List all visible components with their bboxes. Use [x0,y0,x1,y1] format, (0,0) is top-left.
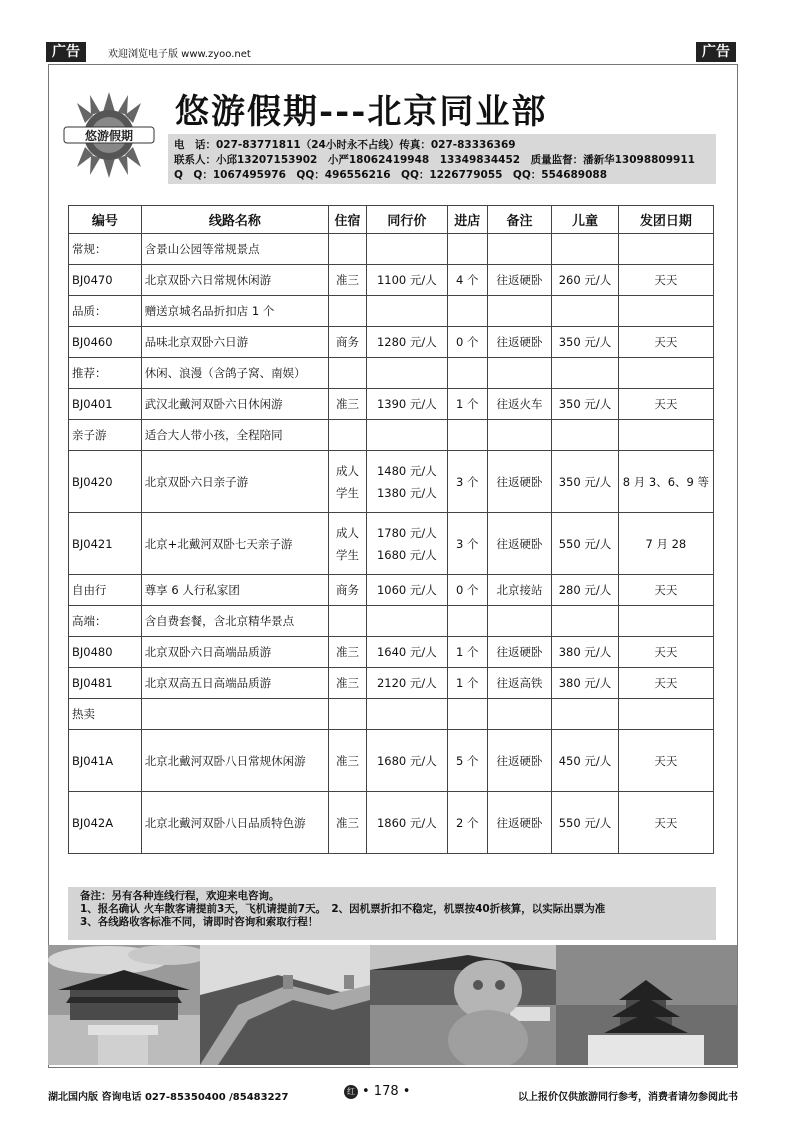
header-date: 发团日期 [618,206,713,234]
empty-cell [552,420,619,451]
category-desc: 含景山公园等常规景点 [141,234,328,265]
route-code: BJ0480 [69,637,142,668]
table-row [69,389,714,420]
shop-count: 0 个 [447,575,487,606]
stay-value: 准三 [335,397,359,411]
empty-cell [552,296,619,327]
category-desc: 含自费套餐，含北京精华景点 [141,606,328,637]
header-child: 儿童 [552,206,619,234]
category-desc [141,699,328,730]
empty-cell [487,699,552,730]
route-name: 北京双卧六日常规休闲游 [141,265,328,296]
contact-qq-line: Q Q：1067495976 QQ：496556216 QQ：1226779055 QQ：554689088 [174,169,608,181]
child-price: 380 元/人 [552,637,619,668]
note-line-3: 3、各线路收客标准不同，请即时咨询和索取行程！ [80,916,319,928]
contact-info [168,134,716,184]
empty-cell [552,699,619,730]
header-name: 线路名称 [141,206,328,234]
empty-cell [329,699,367,730]
price-cell [366,730,447,792]
empty-cell [366,234,447,265]
route-code: BJ0460 [69,327,142,358]
empty-cell [329,234,367,265]
empty-cell [366,358,447,389]
shop-count: 1 个 [447,668,487,699]
empty-cell [329,606,367,637]
category-row [69,234,714,265]
route-name: 尊享 6 人行私家团 [141,575,328,606]
departure-date: 天天 [618,792,713,854]
route-note: 往返火车 [487,389,552,420]
stay-cell [329,792,367,854]
stay-value: 准三 [335,815,359,830]
route-note: 往返硬卧 [487,327,552,358]
page-badge-icon: 红 [344,1085,358,1099]
shop-count: 2 个 [447,792,487,854]
stay-value: 学生 [335,485,359,500]
stay-cell [329,668,367,699]
empty-cell [487,358,552,389]
shop-count: 3 个 [447,451,487,513]
price-value: 1640 元/人 [376,645,437,659]
category-label: 高端： [69,606,142,637]
stay-cell [329,389,367,420]
shop-count: 0 个 [447,327,487,358]
top-bar [46,42,736,64]
price-value: 1100 元/人 [376,273,437,287]
departure-date: 天天 [618,265,713,296]
shop-count: 1 个 [447,637,487,668]
empty-cell [618,296,713,327]
stay-cell [329,637,367,668]
empty-cell [552,606,619,637]
route-name: 北京双高五日高端品质游 [141,668,328,699]
price-value: 1380 元/人 [376,485,437,500]
empty-cell [447,699,487,730]
shop-count: 1 个 [447,389,487,420]
footer-left: 湖北国内版 咨询电话 027-85350400 /85483227 [48,1092,289,1103]
stay-cell [329,513,367,575]
route-code: BJ041A [69,730,142,792]
palace-photo [48,945,208,1065]
price-cell [366,637,447,668]
category-row [69,606,714,637]
route-note: 往返硬卧 [487,265,552,296]
table-row [69,327,714,358]
ad-label-left: 广告 [46,42,86,62]
table-header-row [69,206,714,234]
price-value: 1280 元/人 [376,335,437,349]
route-name: 北京双卧六日高端品质游 [141,637,328,668]
route-code: BJ0470 [69,265,142,296]
page-title: 悠游假期---北京同业部 [175,92,548,132]
price-cell [366,513,447,575]
empty-cell [487,296,552,327]
empty-cell [487,420,552,451]
contact-phone-line: 电 话：027-83771811（24小时永不占线）传真：027-83336369 [174,139,516,151]
price-cell [366,451,447,513]
header-stay: 住宿 [329,206,367,234]
sun-logo-icon [60,90,158,180]
route-note: 北京接站 [487,575,552,606]
footer [48,1084,738,1104]
stay-cell [329,327,367,358]
route-note: 往返硬卧 [487,792,552,854]
stay-value: 学生 [335,547,359,562]
table-row [69,265,714,296]
empty-cell [552,358,619,389]
price-value: 1060 元/人 [376,583,437,597]
empty-cell [447,358,487,389]
photo-strip [48,945,737,1065]
category-label: 亲子游 [69,420,142,451]
route-name: 北京北戴河双卧八日品质特色游 [141,792,328,854]
child-price: 350 元/人 [552,389,619,420]
shop-count: 5 个 [447,730,487,792]
stay-cell [329,730,367,792]
category-desc: 适合大人带小孩，全程陪同 [141,420,328,451]
category-row [69,296,714,327]
table-row [69,513,714,575]
category-label: 推荐： [69,358,142,389]
route-name: 武汉北戴河双卧六日休闲游 [141,389,328,420]
empty-cell [618,699,713,730]
departure-date: 天天 [618,327,713,358]
stay-cell [329,451,367,513]
note-line-1: 备注：另有各种连线行程，欢迎来电咨询。 [80,890,280,902]
child-price: 350 元/人 [552,451,619,513]
category-label: 热卖 [69,699,142,730]
departure-date: 天天 [618,668,713,699]
header-code: 编号 [69,206,142,234]
route-note: 往返高铁 [487,668,552,699]
category-desc: 赠送京城名品折扣店 1 个 [141,296,328,327]
category-desc: 休闲、浪漫（含鸽子窝、南娱） [141,358,328,389]
empty-cell [618,234,713,265]
table-row [69,730,714,792]
empty-cell [618,606,713,637]
category-row [69,420,714,451]
price-cell [366,327,447,358]
empty-cell [366,699,447,730]
category-row [69,699,714,730]
empty-cell [618,358,713,389]
site-url[interactable]: 欢迎浏览电子版 www.zyoo.net [108,49,251,60]
shop-count: 4 个 [447,265,487,296]
stay-value: 成人 [335,525,359,540]
great-wall-photo [200,945,370,1065]
departure-date: 天天 [618,637,713,668]
route-code: BJ0420 [69,451,142,513]
price-cell [366,668,447,699]
table-row [69,575,714,606]
route-name: 北京北戴河双卧八日常规休闲游 [141,730,328,792]
child-price: 380 元/人 [552,668,619,699]
contact-people-line: 联系人：小邱13207153902 小严18062419948 13349834452 质量监督：潘新华13098809911 [174,154,695,166]
note-line-2: 1、报名确认 火车散客请提前3天，飞机请提前7天。 2、因机票折扣不稳定，机票按40折核算，以实际出票为准 [80,903,606,915]
route-name: 品味北京双卧六日游 [141,327,328,358]
stay-value: 商务 [335,335,359,349]
stay-value: 成人 [335,463,359,478]
departure-date: 8 月 3、6、9 等 [618,451,713,513]
departure-date: 天天 [618,730,713,792]
table-row [69,792,714,854]
tiananmen-lion-photo [370,945,556,1065]
price-value: 1780 元/人 [376,525,437,540]
header-price: 同行价 [366,206,447,234]
child-price: 260 元/人 [552,265,619,296]
price-value: 1680 元/人 [376,547,437,562]
route-note: 往返硬卧 [487,730,552,792]
route-code: 自由行 [69,575,142,606]
routes-body [69,234,714,854]
category-label: 品质： [69,296,142,327]
empty-cell [447,296,487,327]
empty-cell [366,296,447,327]
route-note: 往返硬卧 [487,451,552,513]
route-code: BJ0421 [69,513,142,575]
table-row [69,637,714,668]
header-shop: 进店 [447,206,487,234]
route-note: 往返硬卧 [487,637,552,668]
child-price: 550 元/人 [552,792,619,854]
price-cell [366,265,447,296]
category-row [69,358,714,389]
category-label: 常规： [69,234,142,265]
route-code: BJ0401 [69,389,142,420]
empty-cell [329,358,367,389]
table-row [69,668,714,699]
route-name: 北京+北戴河双卧七天亲子游 [141,513,328,575]
route-code: BJ0481 [69,668,142,699]
stay-cell [329,265,367,296]
price-value: 1860 元/人 [376,815,437,830]
stay-cell [329,575,367,606]
page-number [344,1084,410,1099]
footer-right: 以上报价仅供旅游同行参考，消费者请勿参阅此书 [518,1092,738,1103]
empty-cell [447,606,487,637]
empty-cell [329,420,367,451]
price-cell [366,792,447,854]
price-cell [366,575,447,606]
price-value: 2120 元/人 [376,676,437,690]
empty-cell [618,420,713,451]
departure-date: 7 月 28 [618,513,713,575]
child-price: 280 元/人 [552,575,619,606]
header-note: 备注 [487,206,552,234]
route-note: 往返硬卧 [487,513,552,575]
stay-value: 准三 [335,273,359,287]
shop-count: 3 个 [447,513,487,575]
routes-table [68,205,714,854]
departure-date: 天天 [618,389,713,420]
empty-cell [552,234,619,265]
logo-text: 悠游假期 [84,129,134,143]
empty-cell [487,234,552,265]
stay-value: 准三 [335,676,359,690]
price-value: 1390 元/人 [376,397,437,411]
departure-date: 天天 [618,575,713,606]
table-row [69,451,714,513]
empty-cell [447,234,487,265]
child-price: 350 元/人 [552,327,619,358]
ad-label-right: 广告 [696,42,736,62]
stay-value: 准三 [335,645,359,659]
price-value: 1480 元/人 [376,463,437,478]
notes-box [68,887,716,940]
child-price: 550 元/人 [552,513,619,575]
route-name: 北京双卧六日亲子游 [141,451,328,513]
stay-value: 商务 [335,583,359,597]
price-cell [366,389,447,420]
empty-cell [366,606,447,637]
page-number-text: • 178 • [362,1084,411,1099]
child-price: 450 元/人 [552,730,619,792]
empty-cell [366,420,447,451]
empty-cell [447,420,487,451]
empty-cell [329,296,367,327]
empty-cell [487,606,552,637]
stay-value: 准三 [335,753,359,768]
price-value: 1680 元/人 [376,753,437,768]
temple-of-heaven-photo [556,945,737,1065]
route-code: BJ042A [69,792,142,854]
